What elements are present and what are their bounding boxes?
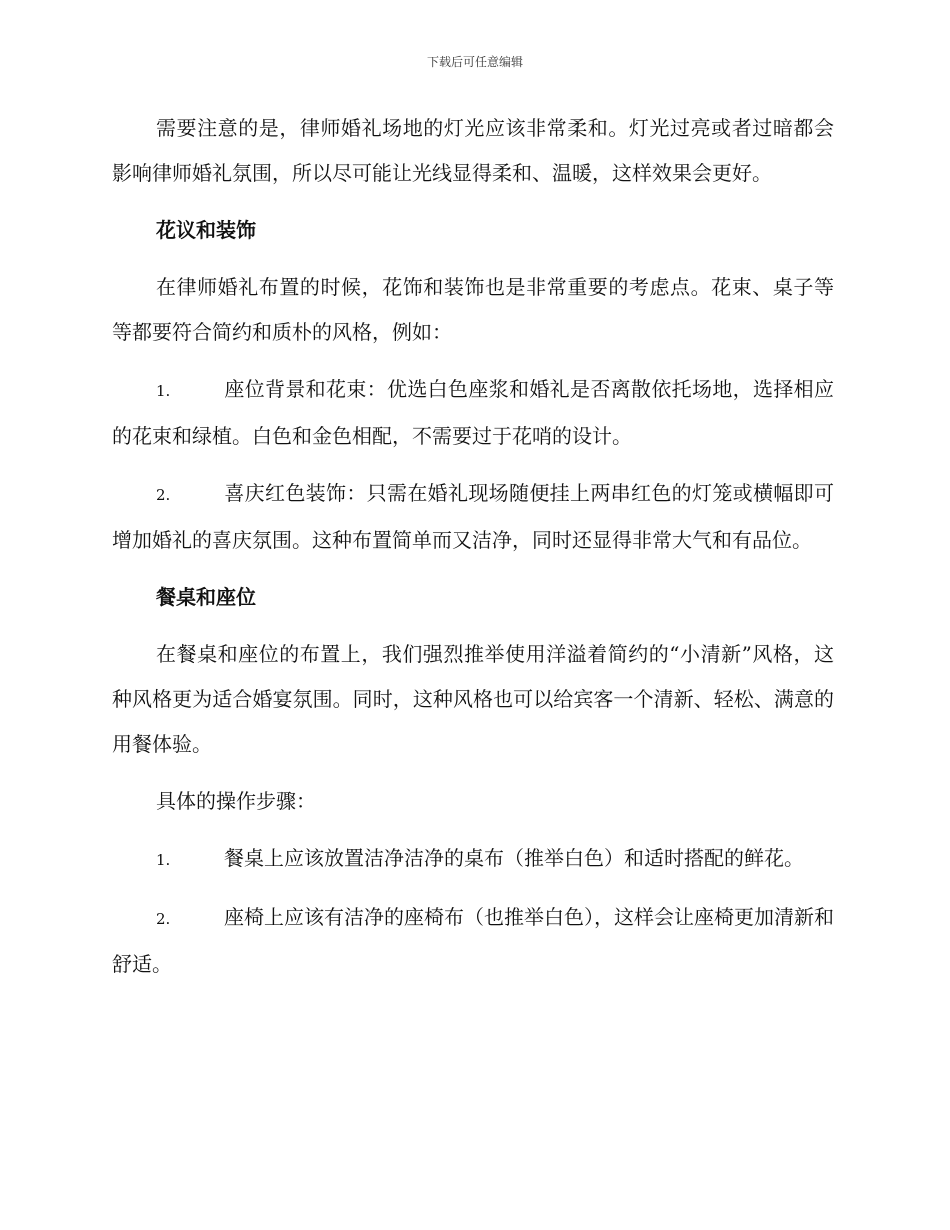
paragraph-flowers-intro — [112, 265, 834, 355]
paragraph-text: 在律师婚礼布置的时候，花饰和装饰也是非常重要的考虑点。花束、桌子等等都要符合简约和质朴的风格，例如： — [112, 275, 834, 344]
paragraph-text: 需要注意的是，律师婚礼场地的灯光应该非常柔和。灯光过亮或者过暗都会影响律师婚礼氛围，所以尽可能让光线显得柔和、温暖，这样效果会更好。 — [112, 116, 834, 185]
list-number: 2. — [156, 910, 171, 928]
paragraph-steps-intro — [112, 779, 834, 824]
list-number: 1. — [156, 851, 171, 869]
list-item — [112, 895, 834, 987]
paragraph-tables-intro — [112, 632, 834, 767]
paragraph-lighting-note — [112, 106, 834, 196]
list-item — [112, 471, 834, 563]
list-item — [112, 367, 834, 459]
list-item-text: 座椅上应该有洁净的座椅布（也推举白色），这样会让座椅更加清新和舒适。 — [112, 905, 834, 976]
paragraph-text: 具体的操作步骤： — [156, 789, 316, 813]
section-heading-flowers — [112, 208, 834, 253]
list-item-text: 座位背景和花束：优选白色座浆和婚礼是否离散依托场地，选择相应的花束和绿植。白色和金色相配，不需要过于花哨的设计。 — [112, 377, 834, 448]
list-number: 2. — [156, 486, 171, 504]
list-item-text: 喜庆红色装饰：只需在婚礼现场随便挂上两串红色的灯笼或横幅即可增加婚礼的喜庆氛围。这种布置简单而又洁净，同时还显得非常大气和有品位。 — [112, 481, 834, 552]
section-heading-tables — [112, 575, 834, 620]
page-header: 下载后可任意编辑 — [426, 55, 523, 69]
heading-text: 花议和装饰 — [156, 218, 256, 242]
list-number: 1. — [156, 382, 171, 400]
paragraph-text: 在餐桌和座位的布置上，我们强烈推举使用洋溢着简约的“小清新”风格，这种风格更为适合婚宴氛围。同时，这种风格也可以给宾客一个清新、轻松、满意的用餐体验。 — [112, 642, 834, 756]
document-body — [112, 106, 834, 999]
list-item — [112, 836, 834, 883]
heading-text: 餐桌和座位 — [156, 585, 256, 609]
list-item-text: 餐桌上应该放置洁净洁净的桌布（推举白色）和适时搭配的鲜花。 — [224, 846, 804, 870]
